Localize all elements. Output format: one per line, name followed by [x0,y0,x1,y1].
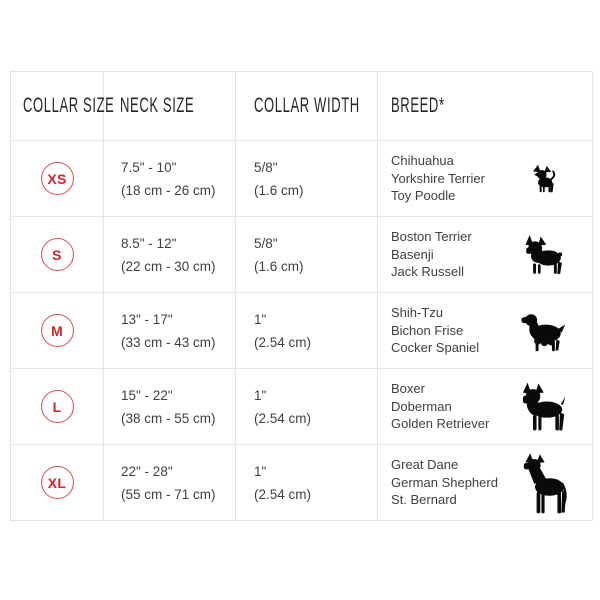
breed-name: Jack Russell [391,264,464,280]
breed-name: Boxer [391,381,425,397]
collar-width-inches: 1" [254,311,267,327]
size-label: L [52,398,62,415]
breed-name: Bichon Frise [391,322,464,338]
breed-flex [391,304,592,357]
neck-size-inches: 7.5" - 10" [121,159,177,175]
breed-name: Basenji [391,246,434,262]
neck-size-cm: (33 cm - 43 cm) [121,334,216,350]
cocker-spaniel-silhouette-icon [517,309,569,352]
breed-name: German Shepherd [391,474,498,490]
breed-flex [391,380,592,433]
collar-width-cm: (2.54 cm) [254,410,312,426]
breed-cell [378,141,593,217]
boston-terrier-silhouette-icon [519,233,568,276]
neck-size-cm: (55 cm - 71 cm) [121,486,216,502]
neck-size-cm: (38 cm - 55 cm) [121,410,216,426]
collar-width-cell [236,369,378,445]
breed-list [391,152,485,205]
collar-size-cell [11,141,104,217]
header-collar-size-label: COLLAR SIZE [23,94,115,117]
collar-width-inches: 5/8" [254,235,278,251]
header-breed [378,72,593,141]
neck-size-inches: 8.5" - 12" [121,235,177,251]
dog-silhouette-box [508,233,578,276]
breed-name: Toy Poodle [391,188,456,204]
table-row [11,293,593,369]
collar-width-cell [236,217,378,293]
breed-flex [391,228,592,281]
header-row [11,72,593,141]
collar-width-cell [236,293,378,369]
collar-width-cm: (2.54 cm) [254,334,312,350]
breed-name: Golden Retriever [391,416,490,432]
dog-silhouette-box [508,309,578,352]
collar-width-inches: 1" [254,387,267,403]
breed-list [391,456,498,509]
collar-width-cm: (1.6 cm) [254,258,304,274]
neck-size-cell [104,445,236,521]
collar-width-cm: (1.6 cm) [254,182,304,198]
breed-cell [378,369,593,445]
breed-name: Doberman [391,398,452,414]
collar-width-inches: 1" [254,463,267,479]
collar-width-cm: (2.54 cm) [254,486,312,502]
size-badge [41,314,74,347]
collar-width-cell [236,141,378,217]
collar-size-cell [11,445,104,521]
size-label: S [52,246,62,263]
size-badge [41,238,74,271]
breed-name: Yorkshire Terrier [391,170,485,186]
neck-size-inches: 13" - 17" [121,311,173,327]
table-row [11,141,593,217]
size-label: M [51,322,63,339]
size-badge [41,162,74,195]
boxer-silhouette-icon [516,381,570,432]
table-row [11,217,593,293]
dog-silhouette-box [508,381,578,432]
neck-size-cell [104,141,236,217]
neck-size-cell [104,369,236,445]
neck-size-cell [104,293,236,369]
size-label: XS [47,170,67,187]
breed-name: Cocker Spaniel [391,340,480,356]
header-neck-size [104,72,236,141]
collar-size-cell [11,217,104,293]
breed-flex [391,152,592,205]
collar-size-cell [11,369,104,445]
neck-size-cell [104,217,236,293]
size-table-body [11,141,593,521]
collar-size-cell [11,293,104,369]
breed-list [391,380,489,433]
size-badge [41,466,74,499]
chihuahua-silhouette-icon [527,162,560,195]
table-row [11,445,593,521]
collar-size-table [10,71,593,521]
dog-silhouette-box [508,162,578,195]
table-row [11,369,593,445]
header-collar-size [11,72,115,141]
breed-cell [378,293,593,369]
neck-size-inches: 22" - 28" [121,463,173,479]
neck-size-inches: 15" - 22" [121,387,173,403]
breed-name: Chihuahua [391,153,454,169]
breed-list [391,228,472,281]
header-collar-width-label: COLLAR WIDTH [254,94,360,117]
neck-size-cm: (18 cm - 26 cm) [121,182,216,198]
header-breed-label: BREED* [391,94,445,117]
collar-width-cell [236,445,378,521]
breed-flex [391,450,592,516]
breed-name: Boston Terrier [391,229,472,245]
dog-silhouette-box [508,450,578,516]
breed-list [391,304,479,357]
collar-width-inches: 5/8" [254,159,278,175]
great-dane-silhouette-icon [515,450,571,516]
size-label: XL [47,474,67,491]
breed-name: Great Dane [391,457,459,473]
neck-size-cm: (22 cm - 30 cm) [121,258,216,274]
header-neck-size-label: NECK SIZE [120,94,195,117]
breed-name: St. Bernard [391,492,457,508]
breed-cell [378,217,593,293]
size-badge [41,390,74,423]
breed-cell [378,445,593,521]
header-collar-width [236,72,378,141]
breed-name: Shih-Tzu [391,305,444,321]
